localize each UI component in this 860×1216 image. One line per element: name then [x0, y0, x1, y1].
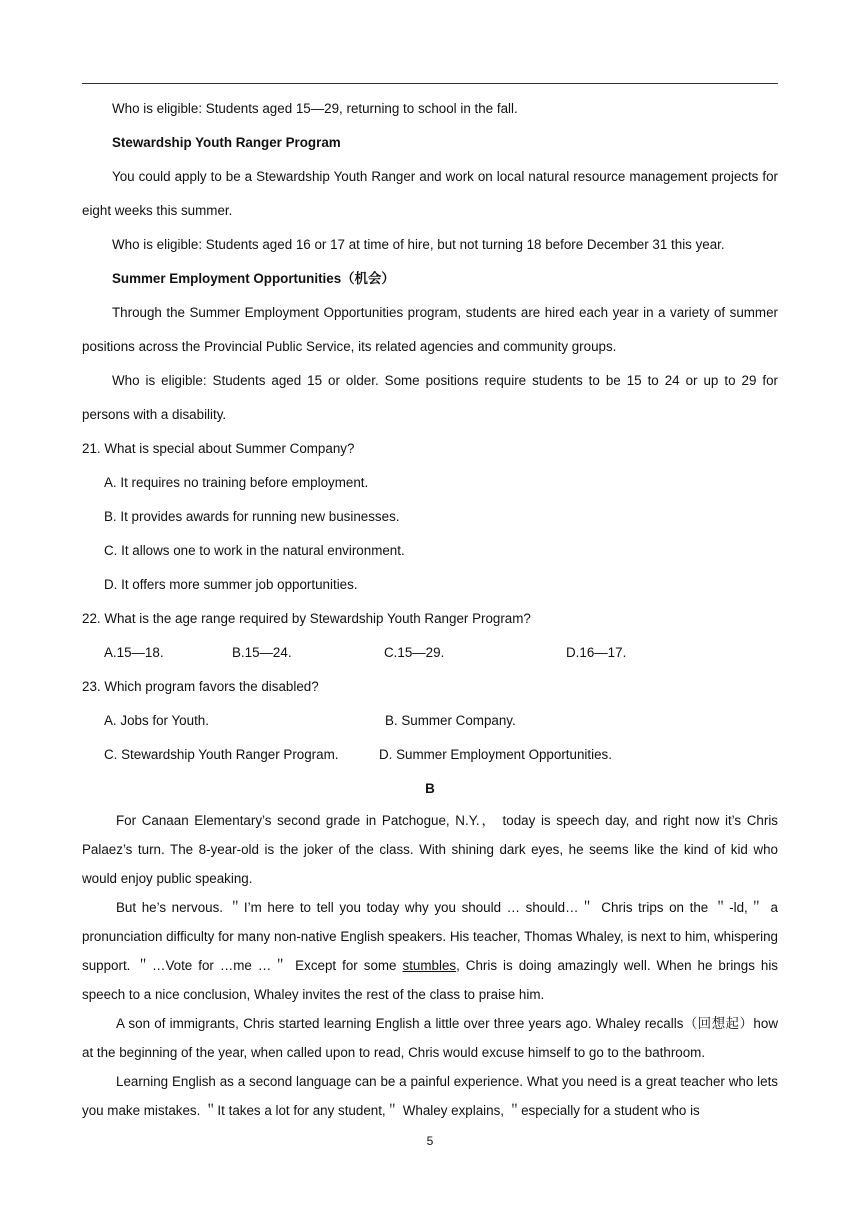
ranger-program-eligibility: Who is eligible: Students aged 16 or 17 at time of hire, but not turning 18 before December 31 this year. — [112, 237, 725, 252]
question-23-option-b: B. Summer Company. — [385, 713, 516, 728]
passage-b-paragraph-3: A son of immigrants, Chris started learning English a little over three years ago. Whaley recalls（回想起）how at the beginning of the year, when called upon to read, Chris would excuse himself to go to the bathroom. — [82, 1016, 778, 1060]
question-23-option-a: A. Jobs for Youth. — [104, 713, 209, 728]
page-content — [82, 92, 778, 1125]
question-22-option-c: C.15—29. — [384, 645, 445, 660]
question-22-option-d: D.16—17. — [566, 645, 627, 660]
ranger-program-description: You could apply to be a Stewardship Youth Ranger and work on local natural resource management projects for eight weeks this summer. — [82, 169, 778, 218]
passage-b-paragraph-1: For Canaan Elementary’s second grade in Patchogue, N.Y.， today is speech day, and right now it’s Chris Palaez’s turn. The 8-year-old is the joker of the class. With shining dark eyes, he seems like the kind of kid who would enjoy public speaking. — [82, 813, 778, 886]
question-22-options — [82, 636, 778, 670]
ranger-program-title: Stewardship Youth Ranger Program — [112, 135, 341, 150]
question-22-option-b: B.15—24. — [232, 645, 292, 660]
page-number: 5 — [426, 1134, 434, 1148]
question-23-options-row-1 — [82, 704, 778, 738]
question-21-option-c: C. It allows one to work in the natural environment. — [104, 543, 405, 558]
passage-b-paragraph-4: Learning English as a second language can be a painful experience. What you need is a great teacher who lets you make mistakes. ＂It takes a lot for any student,＂ Whaley explains, ＂especially for a student who is — [82, 1074, 778, 1118]
header-rule — [82, 83, 778, 84]
question-23-stem: 23. Which program favors the disabled? — [82, 679, 319, 694]
section-b-heading: B — [425, 781, 435, 796]
passage-b-paragraph-2 — [82, 893, 778, 1009]
question-22-stem: 22. What is the age range required by Stewardship Youth Ranger Program? — [82, 611, 531, 626]
question-21-option-b: B. It provides awards for running new businesses. — [104, 509, 400, 524]
question-21-option-a: A. It requires no training before employment. — [104, 475, 369, 490]
question-23-option-c: C. Stewardship Youth Ranger Program. — [104, 747, 339, 762]
paragraph-2-text-start: But he’s nervous. ＂I’m here to tell you today why you should … should…＂ Chris trips on the ＂-ld,＂ a pronunciation difficulty for many non-native English speakers. His teacher, Thomas Whaley, is next to him, whispering support. ＂…Vote for …me …＂ Except for some — [82, 900, 778, 973]
question-21-stem: 21. What is special about Summer Company? — [82, 441, 355, 456]
question-21-option-d: D. It offers more summer job opportunities. — [104, 577, 358, 592]
question-23-option-d: D. Summer Employment Opportunities. — [379, 747, 612, 762]
question-23-options-row-2 — [82, 738, 778, 772]
seo-program-title: Summer Employment Opportunities（机会） — [112, 271, 395, 286]
underlined-word-stumbles: stumbles — [402, 958, 457, 973]
jobs-youth-eligibility: Who is eligible: Students aged 15—29, returning to school in the fall. — [112, 101, 518, 116]
seo-program-description: Through the Summer Employment Opportunities program, students are hired each year in a variety of summer positions across the Provincial Public Service, its related agencies and community groups. — [82, 305, 778, 354]
paragraph-2-text-end: , Chris is doing amazingly well. When he brings his speech to a nice conclusion, Whaley invites the rest of the class to praise him. — [82, 958, 779, 1002]
seo-program-eligibility: Who is eligible: Students aged 15 or older. Some positions require students to be 15 to 24 or up to 29 for persons with a disability. — [82, 373, 778, 422]
question-22-option-a: A.15—18. — [104, 645, 164, 660]
